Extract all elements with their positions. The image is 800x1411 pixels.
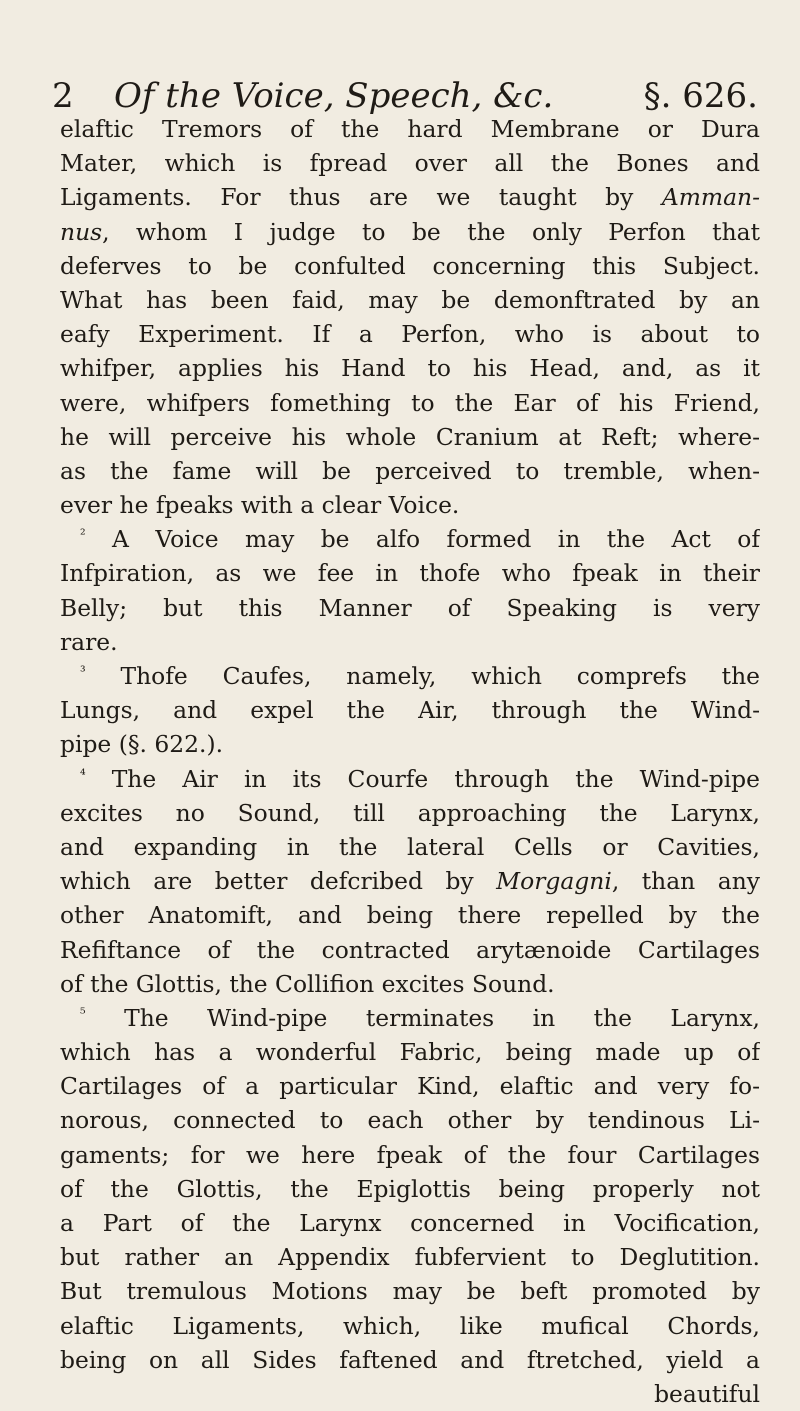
text-line: Lungs, and expel the Air, through the Wind- xyxy=(60,696,760,725)
running-title: Of the Voice, Speech, &c. xyxy=(114,76,554,116)
text-line: pipe (§. 622.). xyxy=(60,730,224,759)
text-line: other Anatomift, and being there repelled by the xyxy=(60,901,760,930)
text-line: which has a wonderful Fabric, being made up of xyxy=(60,1038,760,1067)
text-line: rare. xyxy=(60,627,118,656)
text-line: a Part of the Larynx concerned in Vocification, xyxy=(60,1209,760,1237)
text-line: But tremulous Motions may be beft promoted by xyxy=(60,1277,760,1306)
text-line: which are better defcribed by Morgagni, than any xyxy=(60,867,760,896)
text-line: deferves to be confulted concerning this Subject. xyxy=(60,251,760,280)
text-line: Belly; but this Manner of Speaking is very xyxy=(60,593,760,622)
body-text xyxy=(60,112,760,1411)
text-line: he will perceive his whole Cranium at Reft; where- xyxy=(60,422,760,451)
text-line: What has been faid, may be demonftrated by an xyxy=(60,285,760,314)
text-line: $^{^4}$ The Air in its Courfe through the Wind-pipe xyxy=(80,764,760,793)
catchword: beautiful xyxy=(654,1379,760,1408)
page-number: 2 xyxy=(52,76,74,116)
text-line: $^{^3}$ Thofe Caufes, namely, which comprefs the xyxy=(80,662,760,690)
text-line: elaftic Ligaments, which, like mufical Chords, xyxy=(60,1311,760,1340)
text-line: $^{^5}$ The Wind-pipe terminates in the Larynx, xyxy=(80,1003,760,1032)
text-line: Cartilages of a particular Kind, elaftic and very fo- xyxy=(60,1072,760,1101)
text-line: Refiftance of the contracted arytænoide Cartilages xyxy=(60,935,760,964)
text-line: $^{^2}$ A Voice may be alfo formed in the Act of xyxy=(80,525,760,554)
text-line: as the fame will be perceived to tremble, when- xyxy=(60,456,760,485)
text-line: and expanding in the lateral Cells or Cavities, xyxy=(60,832,760,861)
text-line: of the Glottis, the Collifion excites Sound. xyxy=(60,969,555,998)
text-line: norous, connected to each other by tendinous Li- xyxy=(60,1106,760,1135)
text-line: elaftic Tremors of the hard Membrane or Dura xyxy=(60,115,760,143)
text-line: Mater, which is fpread over all the Bones and xyxy=(60,149,760,178)
text-line: being on all Sides faftened and ftretched, yield a xyxy=(60,1345,760,1374)
text-line: ever he fpeaks with a clear Voice. xyxy=(60,491,460,520)
text-line: eafy Experiment. If a Perfon, who is about to xyxy=(60,320,760,349)
text-line: Infpiration, as we fee in thofe who fpeak in their xyxy=(60,559,760,588)
text-line: Ligaments. For thus are we taught by Amman- xyxy=(60,183,760,212)
text-line: nus, whom I judge to be the only Perfon that xyxy=(60,217,760,246)
text-line: but rather an Appendix fubfervient to Deglutition. xyxy=(60,1243,760,1272)
text-line: of the Glottis, the Epiglottis being properly not xyxy=(60,1174,760,1203)
text-line: excites no Sound, till approaching the Larynx, xyxy=(60,798,760,827)
text-line: gaments; for we here fpeak of the four Cartilages xyxy=(60,1140,760,1169)
section-reference: §. 626. xyxy=(643,76,758,116)
text-line: were, whifpers fomething to the Ear of his Friend, xyxy=(60,388,760,417)
text-line: whifper, applies his Hand to his Head, and, as it xyxy=(60,354,760,383)
